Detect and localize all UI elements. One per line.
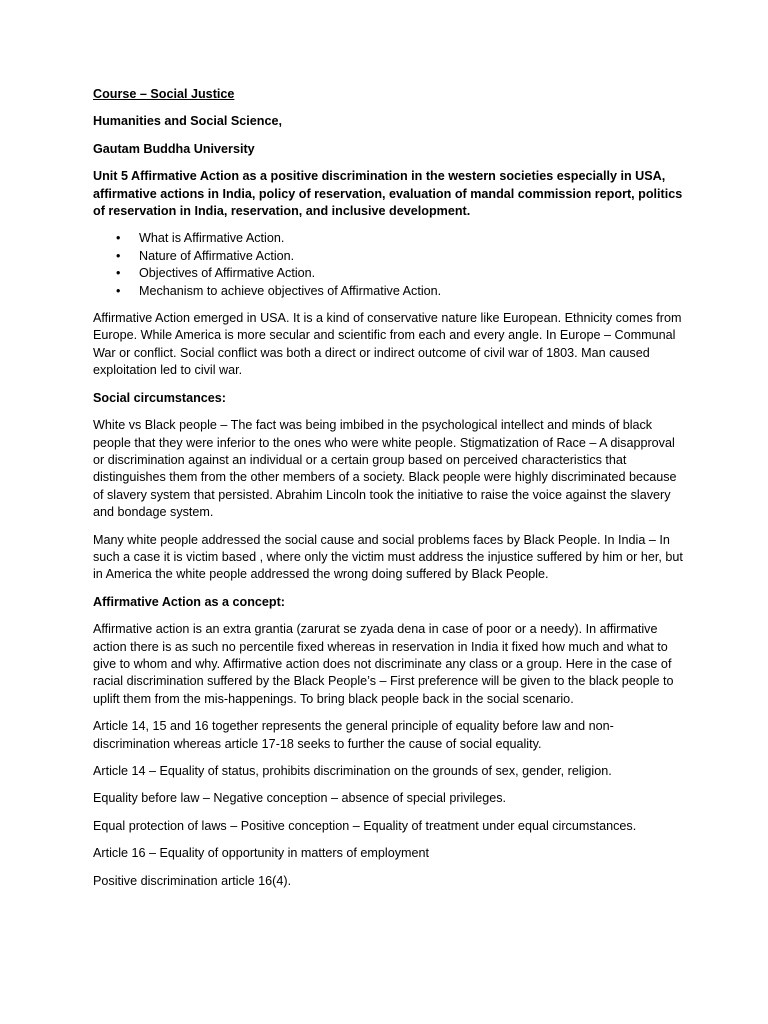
article-16-line: Article 16 – Equality of opportunity in matters of employment	[93, 846, 429, 861]
article-14-line: Article 14 – Equality of status, prohibits discrimination on the grounds of sex, gender, religion.	[93, 764, 612, 778]
bullet-icon: •	[116, 283, 121, 298]
intro-paragraph: Affirmative Action emerged in USA. It is a kind of conservative nature like European. Ethnicity comes from Europe. While America is more secular and scientific from each and every angle. In Europe – Communal War or conflict. Social conflict was both a direct or indirect outcome of civil war of 1803. Man caused exploitation led to civil war.	[93, 311, 682, 378]
concept-heading: Affirmative Action as a concept:	[93, 594, 285, 609]
equality-before-law-line: Equality before law – Negative conception – absence of special privileges.	[93, 791, 507, 806]
list-item	[93, 248, 683, 265]
equal-protection-line: Equal protection of laws – Positive conception – Equality of treatment under equal circumstances.	[93, 818, 637, 833]
course-title: Course – Social Justice	[93, 87, 235, 101]
social-paragraph-1: White vs Black people – The fact was being imbibed in the psychological intellect and minds of black people that they were inferior to the ones who were white people. Stigmatization of Race – A disapproval or discrimination against an individual or a certain group based on perceived characteristics that distinguishes them from the other members of a society. Black people were highly discriminated because of slavery system that persisted. Abrahim Lincoln took the initiative to raise the voice against the slavery and bondage system.	[93, 418, 677, 520]
department-name: Humanities and Social Science,	[93, 114, 282, 129]
bullet-icon: •	[116, 266, 121, 281]
list-item-text: What is Affirmative Action.	[139, 231, 285, 246]
positive-discrimination-line: Positive discrimination article 16(4).	[93, 873, 292, 888]
concept-paragraph: Affirmative action is an extra grantia (zarurat se zyada dena in case of poor or a needy). In affirmative action there is as such no percentile fixed whereas in reservation in India it fixed how much and what to give to whom and why. Affirmative action does not discriminate any class or a group. Here in the case of racial discrimination suffered by the Black People’s – First preference will be given to the black people to uplift them from the mis-happenings. To bring black people back in the social scenario.	[93, 622, 674, 706]
list-item-text: Mechanism to achieve objectives of Affirmative Action.	[139, 283, 442, 298]
list-item-text: Nature of Affirmative Action.	[139, 248, 295, 263]
bullet-icon: •	[116, 248, 121, 263]
list-item	[93, 230, 683, 247]
list-item	[93, 283, 683, 300]
bullet-icon: •	[116, 231, 121, 246]
social-paragraph-2: Many white people addressed the social cause and social problems faces by Black People. In India – In such a case it is victim based , where only the victim must address the injustice suffered by him or her, but in America the white people addressed the wrong doing suffered by Black People.	[93, 532, 683, 582]
articles-paragraph: Article 14, 15 and 16 together represents the general principle of equality before law and non-discrimination whereas article 17-18 seeks to further the cause of social equality.	[93, 719, 614, 751]
list-item	[93, 265, 683, 282]
topic-list	[93, 230, 683, 300]
list-item-text: Objectives of Affirmative Action.	[139, 266, 316, 281]
document-page	[93, 86, 683, 900]
social-circumstances-heading: Social circumstances:	[93, 390, 226, 405]
unit-heading: Unit 5 Affirmative Action as a positive discrimination in the western societies especially in USA, affirmative actions in India, policy of reservation, evaluation of mandal commission report, politics of reservation in India, reservation, and inclusive development.	[93, 169, 683, 219]
university-name: Gautam Buddha University	[93, 141, 255, 156]
